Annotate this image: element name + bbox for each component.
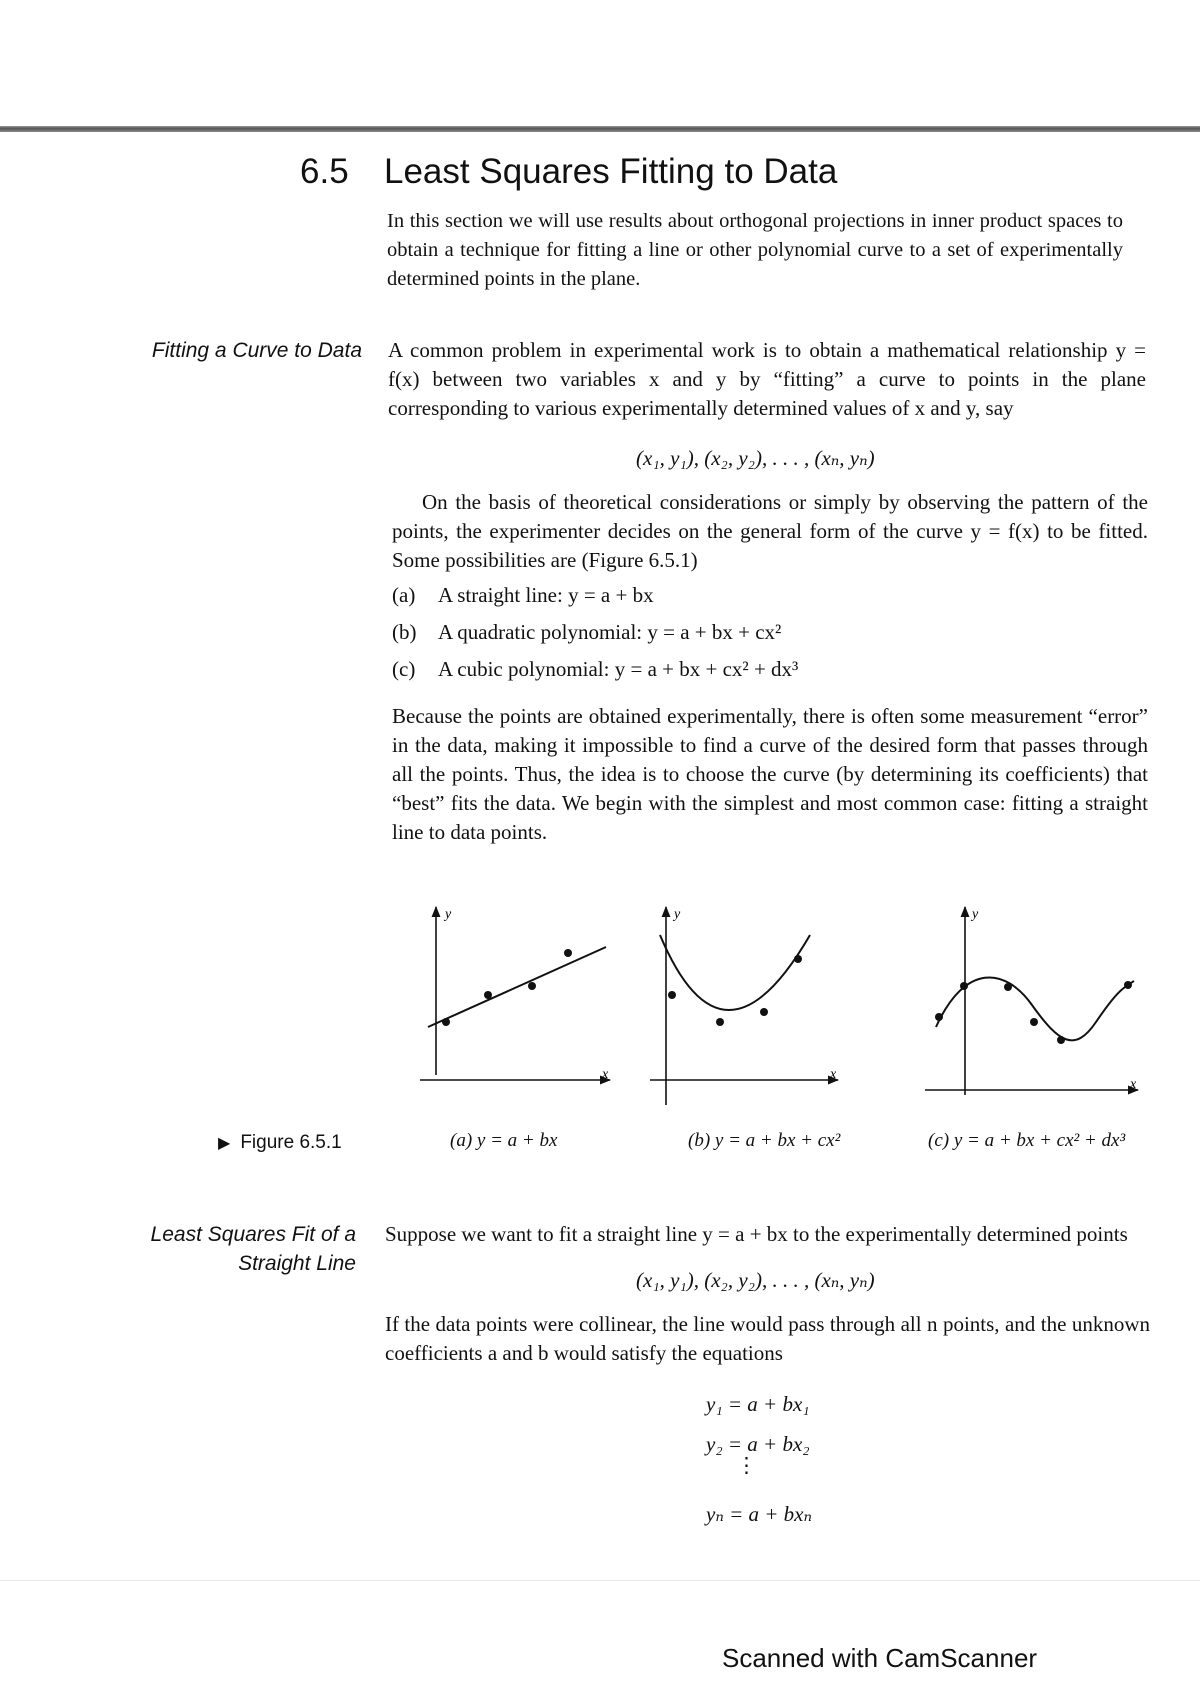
section-heading [300,152,837,192]
plot-b-data-point [668,991,676,999]
points-equation-1: (x₁, y₁), (x₂, y₂), . . . , (xₙ, yₙ) [636,446,875,470]
plot-b-data-point [760,1008,768,1016]
least-squares-paragraph-1: Suppose we want to fit a straight line y = a + bx to the experimentally determined points [385,1222,1128,1246]
intro-paragraph: In this section we will use results about orthogonal projections in inner product spaces to obtain a technique for fitting a line or other polynomial curve to a set of experimentally determined points in the plane. [387,210,1123,290]
vertical-ellipsis: ⋮ [736,1453,757,1477]
plot-b-data-point [716,1018,724,1026]
points-equation-2: (x₁, y₁), (x₂, y₂), . . . , (xₙ, yₙ) [636,1268,875,1292]
plot-a-data-point [564,949,572,957]
page-bottom-edge [0,1580,1200,1581]
plot-a-data-point [442,1018,450,1026]
plot-b-fit-curve [660,935,810,1010]
margin-heading-line-2: Straight Line [238,1252,356,1275]
fitting-paragraph-2: On the basis of theoretical considerations or simply by observing the pattern of the points, the experimenter decides on the general form of the curve y = f(x) to be fitted. Some possibilities are (Figure 6.5.1) [392,490,1148,572]
plot-c-data-point [1004,983,1012,991]
plot-c-data-point [1030,1018,1038,1026]
plot-b [650,907,838,1105]
option-c-text: A cubic polynomial: y = a + bx + cx² + dx³ [438,657,799,681]
plot-b-y-label: y [674,907,681,922]
triangle-icon: ▶ [218,1135,231,1152]
system-equation-n: yₙ = a + bxₙ [706,1502,813,1526]
section-title: Least Squares Fitting to Data [384,152,838,191]
option-b-text: A quadratic polynomial: y = a + bx + cx² [438,620,782,644]
plot-c-x-label: x [1130,1077,1137,1092]
figure-label [218,1132,342,1154]
plot-c [925,907,1138,1095]
least-squares-paragraph-2: If the data points were collinear, the line would pass through all n points, and the unknown coefficients a and b would satisfy the equations [385,1312,1150,1365]
fitting-paragraph-1: A common problem in experimental work is to obtain a mathematical relationship y = f(x) between two variables x and y by “fitting” a curve to points in the plane corresponding to various experimentally determined values of x and y, say [388,338,1146,420]
figure-plots [420,905,1150,1105]
caption-b: (b) y = a + bx + cx² [688,1130,841,1151]
option-a [392,583,654,608]
option-b-label: (b) [392,620,417,644]
margin-heading-least-squares [110,1220,356,1278]
plot-b-x-label: x [830,1067,837,1082]
plot-a-data-point [528,982,536,990]
caption-a: (a) y = a + bx [450,1130,558,1151]
option-b [392,620,781,645]
option-c [392,657,798,682]
option-c-label: (c) [392,657,416,681]
caption-c: (c) y = a + bx + cx² + dx³ [928,1130,1126,1151]
figure-number: Figure 6.5.1 [240,1132,342,1153]
top-rule [0,126,1200,132]
plot-c-data-point [960,982,968,990]
margin-heading-fitting-curve: Fitting a Curve to Data [151,339,362,362]
figure-6-5-1 [420,905,1150,1110]
system-equation-2: y₂ = a + bx₂ [706,1432,810,1456]
plot-b-data-point [794,955,802,963]
option-a-label: (a) [392,583,416,607]
system-equation-1: y₁ = a + bx₁ [706,1392,810,1416]
plot-c-data-point [1124,981,1132,989]
plot-a [420,907,610,1082]
plot-a-y-label: y [445,907,452,922]
plot-c-y-label: y [972,907,979,922]
option-a-text: A straight line: y = a + bx [438,583,654,607]
margin-heading-line-1: Least Squares Fit of a [150,1223,356,1246]
section-number: 6.5 [300,152,349,191]
fitting-paragraph-3: Because the points are obtained experimentally, there is often some measurement “error” in the data, making it impossible to find a curve of the desired form that passes through all the points. Thus, the idea is to choose the curve (by determining its coefficients) that “best” fits the data. We begin with the simplest and most common case: fitting a straight line to data points. [392,704,1148,844]
plot-c-data-point [935,1013,943,1021]
plot-c-data-point [1057,1036,1065,1044]
plot-a-x-label: x [602,1067,609,1082]
plot-a-fit-line [428,947,606,1027]
scanner-watermark: Scanned with CamScanner [722,1643,1038,1673]
plot-a-data-point [484,991,492,999]
